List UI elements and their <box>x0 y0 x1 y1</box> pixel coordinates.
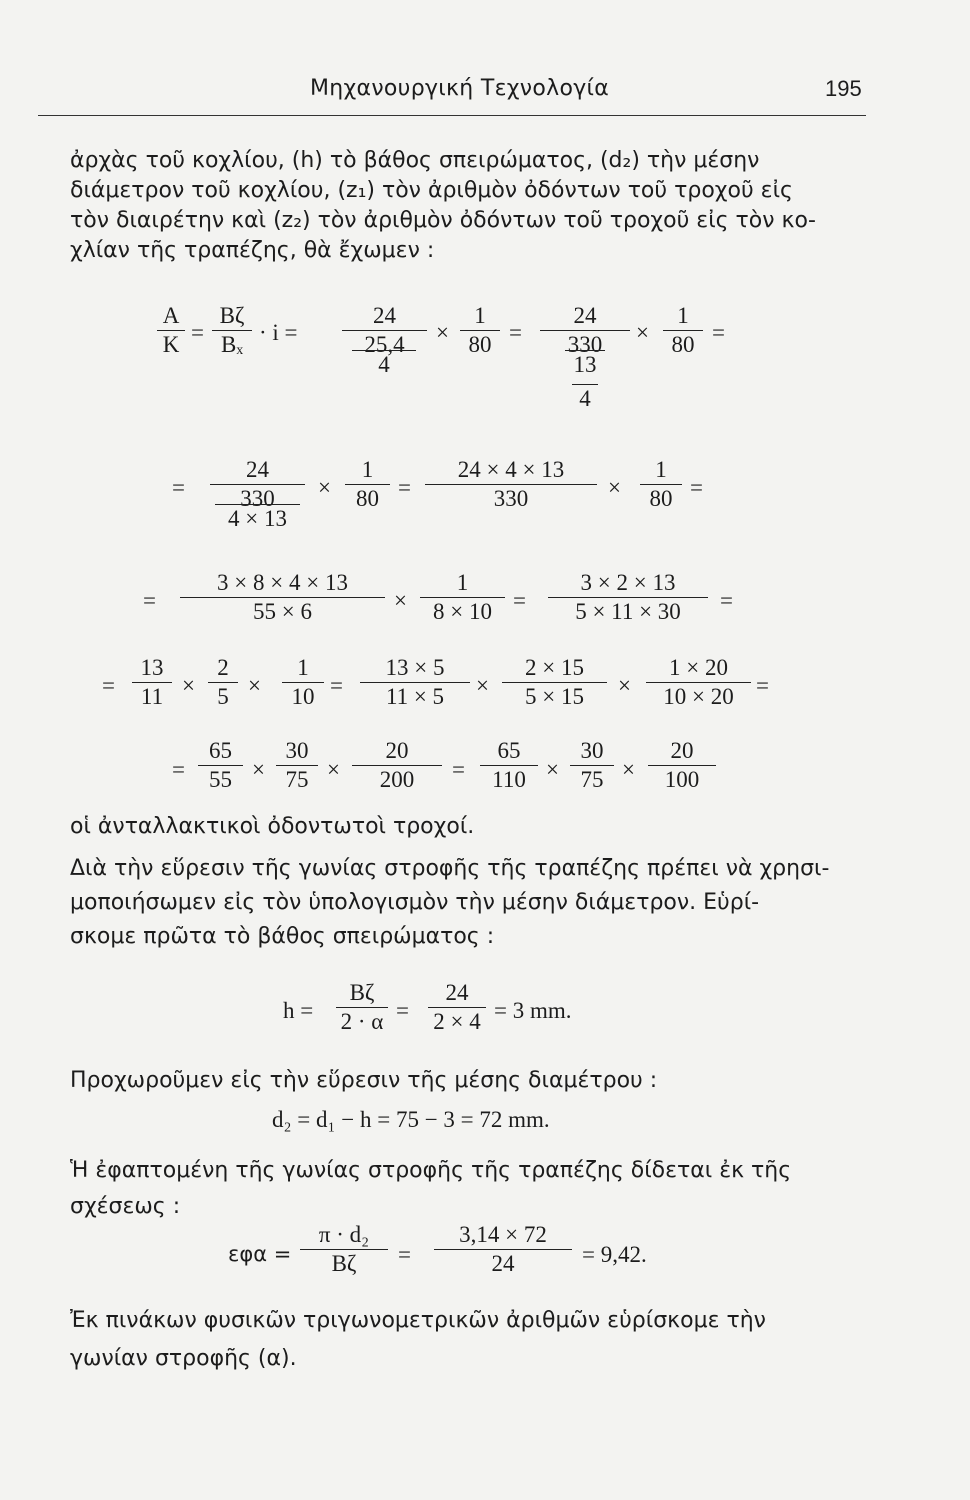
fraction: 20 200 <box>352 738 442 793</box>
fraction: 13 11 <box>132 655 172 710</box>
fraction: 1 80 <box>640 457 682 512</box>
text-line: χλίαν τῆς τραπέζης, θὰ ἔχωμεν : <box>70 238 435 263</box>
text-line: Ἡ ἐφαπτομένη τῆς γωνίας στροφῆς τῆς τραπέζης δίδεται ἐκ τῆς <box>70 1158 792 1183</box>
fraction: 20 100 <box>648 738 716 793</box>
text-line: Ἐκ πινάκων φυσικῶν τριγωνομετρικῶν ἀριθμῶν εὑρίσκομε τὴν <box>70 1308 766 1333</box>
fraction: 3 × 8 × 4 × 13 55 × 6 <box>180 570 385 625</box>
fraction: A K <box>157 303 185 358</box>
fraction: 30 75 <box>570 738 614 793</box>
fraction: 65 55 <box>198 738 243 793</box>
fraction: 1 10 <box>282 655 324 710</box>
text-line: ἀρχὰς τοῦ κοχλίου, (h) τὸ βάθος σπειρώματος, (d₂) τὴν μέσην <box>70 148 760 173</box>
fraction: 4 <box>572 377 598 412</box>
fraction: 3 × 2 × 13 5 × 11 × 30 <box>548 570 708 625</box>
fraction: π · d₂ Bζ <box>300 1222 388 1277</box>
fraction: 24 × 4 × 13 330 <box>425 457 597 512</box>
fraction: 1 80 <box>345 457 390 512</box>
page-number: 195 <box>825 76 862 101</box>
paragraph-mean-diameter: Προχωροῦμεν εἰς τὴν εὕρεσιν τῆς μέσης διαμέτρου : <box>70 1068 658 1093</box>
intro-paragraph <box>70 146 870 266</box>
fraction: 24 2 × 4 <box>428 980 486 1035</box>
fraction: 1 8 × 10 <box>420 570 505 625</box>
text-line: γωνίαν στροφῆς (α). <box>70 1346 297 1371</box>
fraction: 1 80 <box>460 303 500 358</box>
text-line: μοποιήσωμεν εἰς τὸν ὑπολογισμὸν τὴν μέσην διάμετρον. Εὑρί- <box>70 890 760 915</box>
fraction: 65 110 <box>480 738 538 793</box>
fraction: 24 330 <box>210 457 305 512</box>
text-line: Διὰ τὴν εὕρεσιν τῆς γωνίας στροφῆς τῆς τραπέζης πρέπει νὰ χρησι- <box>70 856 830 881</box>
fraction: 4 × 13 <box>215 497 300 532</box>
fraction: 3,14 × 72 24 <box>434 1222 572 1277</box>
equation-7: d₂ = d₁ − h = 75 − 3 = 72 mm. <box>272 1107 550 1132</box>
fraction: 24 330 <box>540 303 630 358</box>
paragraph-tangent <box>70 1153 870 1225</box>
fraction: 13 × 5 11 × 5 <box>360 655 470 710</box>
text-line: τὸν διαιρέτην καὶ (z₂) τὸν ἀριθμὸν ὀδόντων τοῦ τροχοῦ εἰς τὸν κο- <box>70 208 816 233</box>
fraction: 2 5 <box>208 655 238 710</box>
fraction: 4 <box>352 343 416 378</box>
text-line: σκομε πρῶτα τὸ βάθος σπειρώματος : <box>70 924 495 949</box>
text-line: σχέσεως : <box>70 1194 181 1219</box>
fraction: 24 25,4 <box>342 303 427 358</box>
text-line: διάμετρον τοῦ κοχλίου, (z₁) τὸν ἀριθμὸν ὀδόντων τοῦ τροχοῦ εἰς <box>70 178 793 203</box>
fraction: 30 75 <box>276 738 318 793</box>
fraction: Bζ 2 · α <box>336 980 388 1035</box>
fraction: Bζ Bₓ <box>212 303 252 358</box>
paragraph-conclusion <box>70 1302 870 1378</box>
fraction: 13 <box>565 343 605 378</box>
fraction: 1 × 20 10 × 20 <box>646 655 751 710</box>
book-page: Μηχανουργική Τεχνολογία 195 ἀρχὰς τοῦ κοχλίου, (h) τὸ βάθος σπειρώματος, (d₂) τὴν μέσην διάμετρον τοῦ κοχλίου, (z₁) τὸν ἀριθμὸν ὀδόντων τοῦ τροχοῦ εἰς τὸν διαιρέτην καὶ (z₂) τὸν ἀριθμὸν ὀδόντων τοῦ τροχοῦ εἰς τὸν κο- χλίαν τῆς τραπέζης, θὰ ἔχωμεν : A K = Bζ Bₓ · i = 24 25,4 4 × 1 80 = 24 330 13 4 × 1 80 = = 24 330 4 × 13 × 1 80 = 24 × 4 × 13 330 × 1 80 = = 3 × 8 × 4 × 13 55 × 6 × 1 8 × 10 = 3 × 2 × 13 5 × 11 × 30 = = 13 11 × 2 5 × 1 10 = 13 × 5 11 × 5 × 2 × 15 5 × 15 × 1 × 20 10 × 20 = = 65 55 × 30 75 × 20 200 = 65 110 × 30 75 × 20 100 οἱ ἀνταλλακτικοὶ ὀδοντωτοὶ τροχοί. Διὰ τὴν εὕρεσιν τῆς γωνίας στροφῆς τῆς τραπέζης πρέπει νὰ χρησι- μοποιήσωμεν εἰς τὸν ὑπολογισμὸν τὴν μέσην διάμετρον. Εὑρί- σκομε πρῶτα τὸ βάθος σπειρώματος : h = Bζ 2 · α = 24 2 × 4 = 3 mm. Προχωροῦμεν εἰς τὴν εὕρεσιν τῆς μέσης διαμέτρου : d₂ = d₁ − h = 75 − 3 = 72 mm. Ἡ ἐφαπτομένη τῆς γωνίας στροφῆς τῆς τραπέζης δίδεται ἐκ τῆς σχέσεως : εφα = π · d₂ Bζ = 3,14 × 72 24 = 9,42. Ἐκ πινάκων φυσικῶν τριγωνομετρικῶν ἀριθμῶν εὑρίσκομε τὴν γωνίαν στροφῆς (α). <box>0 0 970 1500</box>
paragraph-result: οἱ ἀνταλλακτικοὶ ὀδοντωτοὶ τροχοί. <box>70 814 475 839</box>
fraction: 2 × 15 5 × 15 <box>502 655 607 710</box>
running-header-title: Μηχανουργική Τεχνολογία <box>310 76 610 101</box>
paragraph-method <box>70 852 870 954</box>
fraction: 1 80 <box>663 303 703 358</box>
header-rule <box>38 115 866 116</box>
